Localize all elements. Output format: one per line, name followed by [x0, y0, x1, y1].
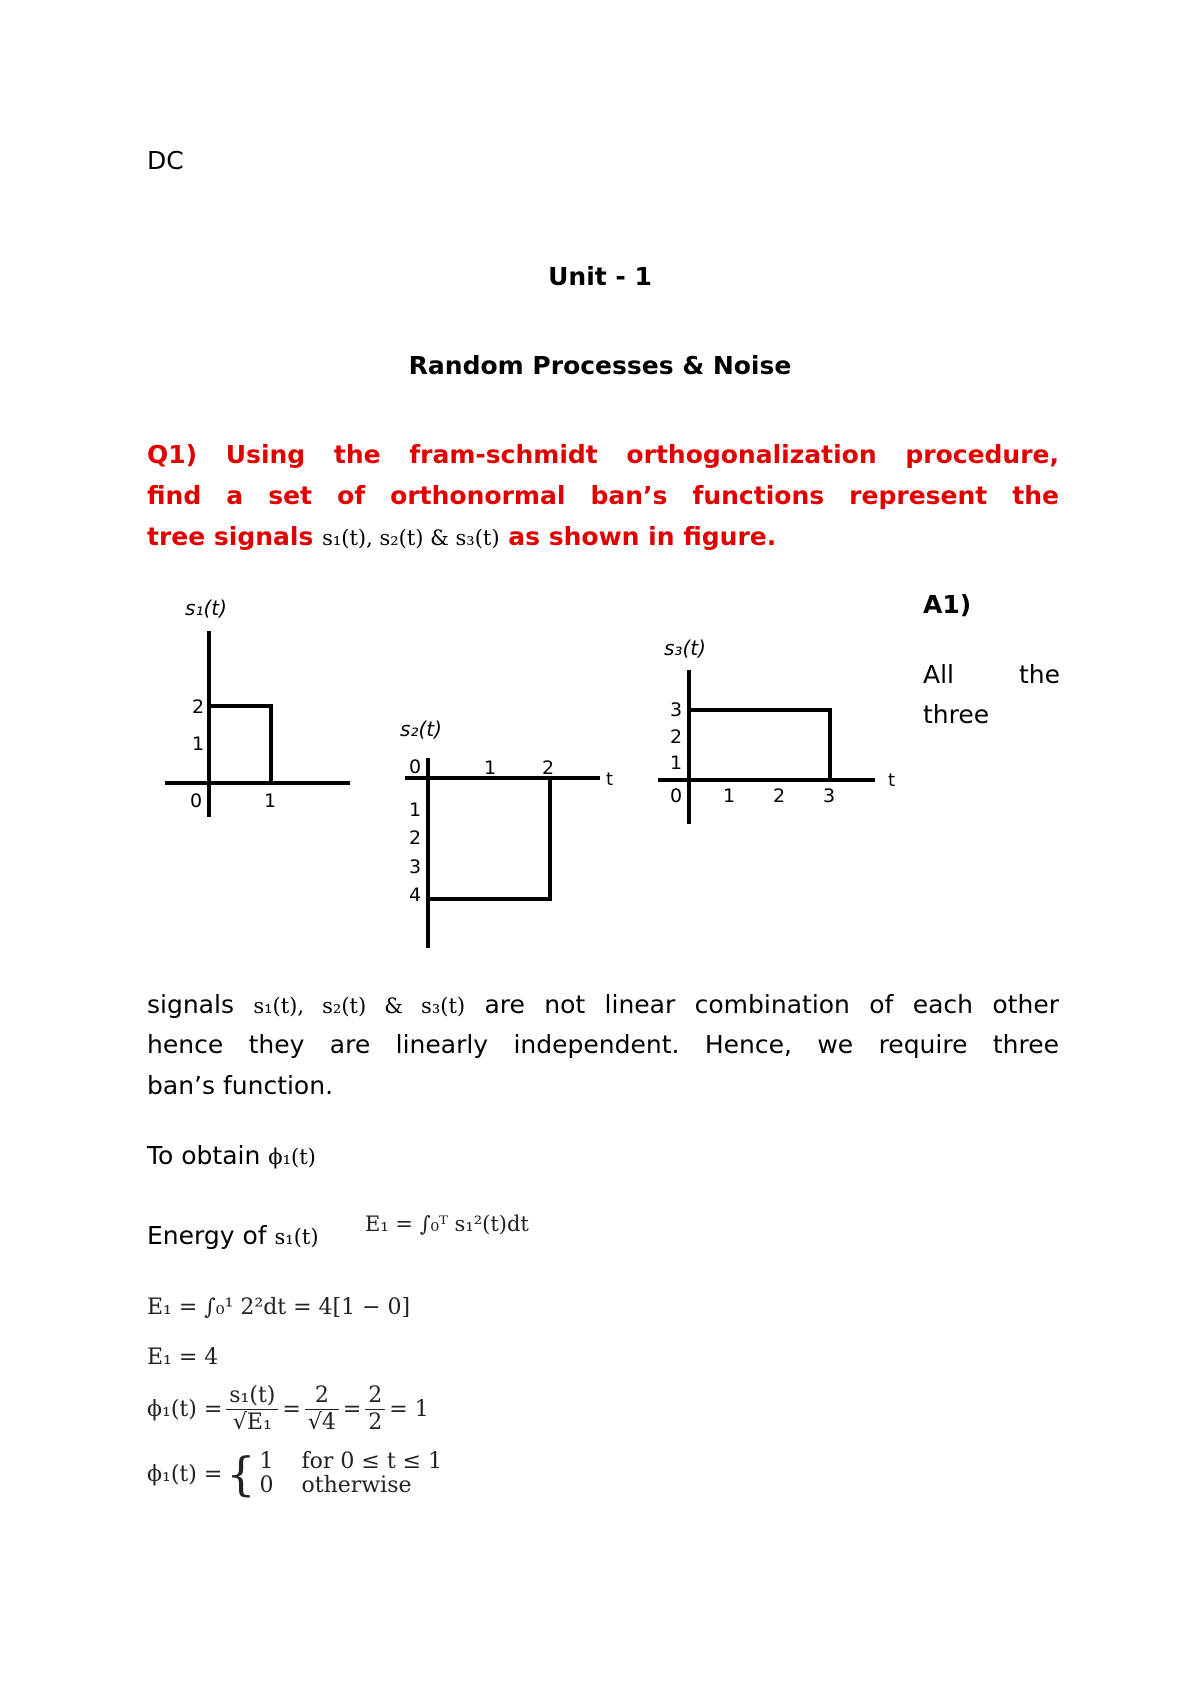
s3-ytick-1: 1: [670, 752, 683, 774]
figure-s3: [655, 632, 905, 832]
figure-s1: [160, 595, 360, 825]
equation-energy-integral: E₁ = ∫₀¹ 2²dt = 4[1 − 0]: [147, 1295, 411, 1320]
s3-xtick-2: 2: [773, 785, 786, 807]
fraction-3-denominator: 2: [368, 1410, 383, 1435]
aside-word-the: the: [1018, 660, 1060, 689]
answer-para-line-1: [147, 990, 1059, 1019]
s3-title: s₃(t): [664, 636, 706, 660]
para-signals-math: s₁(t), s₂(t) & s₃(t): [253, 994, 466, 1018]
question-line-3-text: tree signals: [147, 522, 314, 551]
aside-word-all: All: [923, 660, 954, 689]
s3-ytick-3: 3: [670, 699, 683, 721]
s2-xtick-1: 1: [484, 757, 497, 779]
question-line-1: Q1) Using the fram-schmidt orthogonalization procedure,: [147, 440, 1059, 469]
case-2-value: 0: [259, 1473, 274, 1498]
s1-ytick-0: 0: [190, 790, 203, 812]
fraction-2-over-2: [365, 1383, 385, 1436]
phi-normalize-lhs: ϕ₁(t) =: [147, 1397, 223, 1422]
answer-label: A1): [923, 590, 972, 619]
s2-ytick-2: 2: [409, 827, 422, 849]
s3-axis-label: t: [888, 770, 896, 791]
question-line-3-end: as shown in figure.: [508, 522, 777, 551]
question-line-2: find a set of orthonormal ban’s functions represent the: [147, 481, 1059, 510]
s3-xtick-3: 3: [823, 785, 836, 807]
fraction-s1-over-root-e1: [226, 1383, 278, 1436]
s2-ytick-1: 1: [409, 799, 422, 821]
figure-s2: [400, 712, 625, 952]
case-2-condition: otherwise: [301, 1473, 412, 1498]
s1-pulse: [209, 706, 271, 783]
s3-pulse: [689, 710, 830, 780]
s3-ytick-2: 2: [670, 726, 683, 748]
fraction-2-denominator: √4: [307, 1410, 336, 1435]
left-brace-icon: {: [226, 1447, 256, 1501]
s2-axis-label: t: [606, 769, 614, 790]
phi-piecewise-lhs: ϕ₁(t) =: [147, 1461, 223, 1487]
s2-pulse: [428, 778, 550, 899]
course-label: DC: [147, 146, 184, 175]
equation-phi-normalize: [147, 1383, 429, 1436]
para-line-1-rest: are not linear combination of each other: [484, 990, 1059, 1019]
para-signals-text: signals: [147, 990, 234, 1019]
question-signals-math: s₁(t), s₂(t) & s₃(t): [322, 526, 500, 550]
energy-line: [147, 1221, 319, 1250]
s2-ytick-4: 4: [409, 884, 422, 906]
fraction-2-over-root-4: [305, 1383, 339, 1436]
unit-heading: Unit - 1: [548, 262, 652, 291]
answer-aside-line-2: three: [923, 700, 990, 729]
answer-para-line-3: ban’s function.: [147, 1071, 334, 1100]
s2-title: s₂(t): [400, 717, 442, 741]
energy-text: Energy of: [147, 1221, 267, 1250]
s3-ytick-0: 0: [670, 785, 683, 807]
obtain-math: ϕ₁(t): [268, 1145, 316, 1169]
s1-ytick-1: 1: [192, 733, 205, 755]
case-1-value: 1: [259, 1449, 274, 1474]
s3-xtick-1: 1: [723, 785, 736, 807]
answer-aside-line-1: [923, 660, 1060, 689]
s1-ytick-2: 2: [192, 696, 205, 718]
fraction-1-numerator: s₁(t): [226, 1383, 278, 1410]
equals-sign-1: =: [282, 1397, 301, 1422]
phi-normalize-result: = 1: [389, 1397, 429, 1422]
obtain-text: To obtain: [147, 1141, 261, 1170]
s1-title: s₁(t): [185, 596, 227, 620]
equation-phi-piecewise: [147, 1447, 443, 1501]
energy-math: s₁(t): [274, 1225, 319, 1249]
fraction-2-numerator: 2: [305, 1383, 339, 1410]
fraction-3-numerator: 2: [365, 1383, 385, 1410]
equals-sign-2: =: [342, 1397, 362, 1422]
obtain-line: [147, 1141, 316, 1170]
question-line-3: [147, 522, 1059, 551]
s1-xtick-1: 1: [264, 790, 277, 812]
para-signals-word: [147, 990, 465, 1019]
s2-xtick-2: 2: [542, 757, 555, 779]
answer-para-line-2: hence they are linearly independent. Hence, we require three: [147, 1030, 1059, 1059]
fraction-1-denominator: √E₁: [232, 1410, 272, 1435]
topic-heading: Random Processes & Noise: [408, 351, 792, 380]
s2-ytick-3: 3: [409, 856, 422, 878]
equation-energy-value: E₁ = 4: [147, 1345, 219, 1370]
s2-ytick-0: 0: [409, 756, 422, 778]
case-1-condition: for 0 ≤ t ≤ 1: [301, 1449, 443, 1474]
energy-formula: E₁ = ∫₀ᵀ s₁²(t)dt: [365, 1212, 529, 1236]
piecewise-cases: [260, 1450, 443, 1498]
